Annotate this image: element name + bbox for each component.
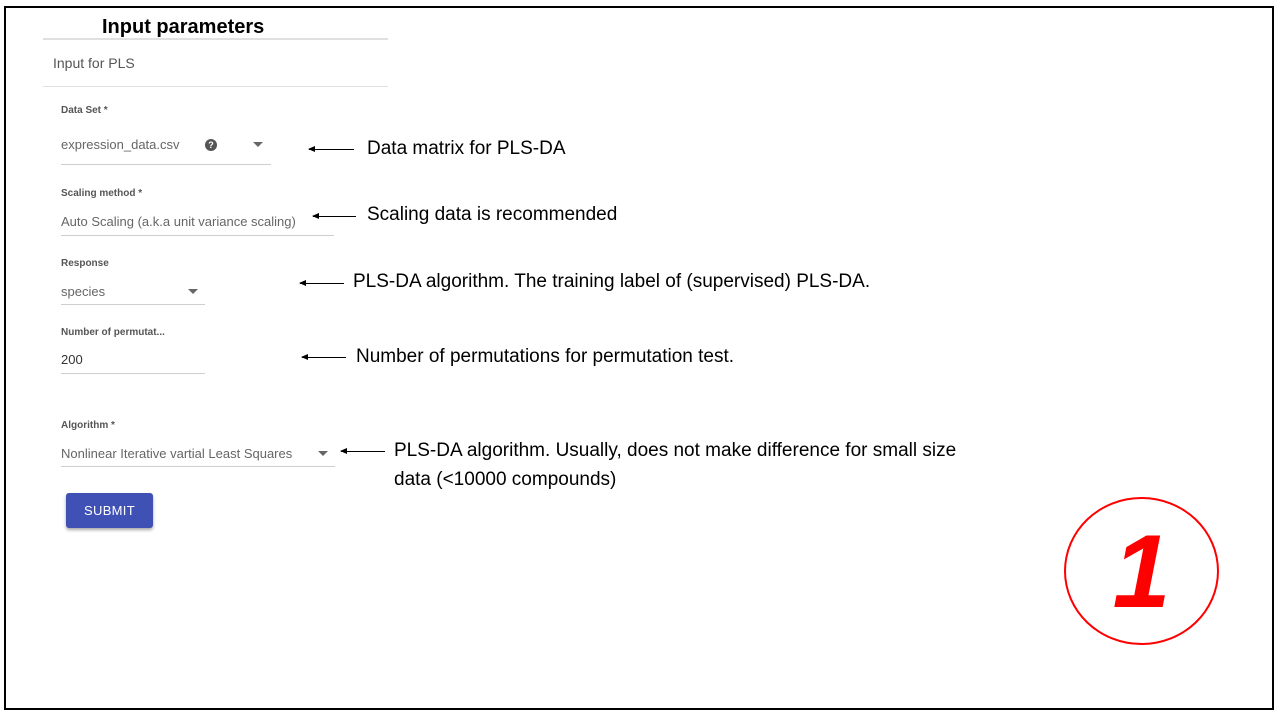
algorithm-label: Algorithm * (61, 420, 115, 431)
response-label: Response (61, 258, 109, 269)
submit-button[interactable]: SUBMIT (66, 493, 153, 528)
permutations-label: Number of permutat... (61, 327, 165, 338)
note-scaling: Scaling data is recommended (367, 204, 618, 225)
dataset-select[interactable] (61, 130, 271, 165)
arrow-permutations (302, 357, 346, 358)
response-value: species (61, 284, 106, 299)
note-algorithm-line2: data (<10000 compounds) (394, 469, 617, 490)
algorithm-select[interactable] (61, 440, 335, 467)
dataset-value: expression_data.csv (61, 137, 180, 152)
algorithm-underline (61, 466, 335, 467)
scaling-label: Scaling method * (61, 188, 143, 199)
scaling-select[interactable] (61, 208, 334, 236)
card-top-divider (43, 38, 388, 40)
arrow-algorithm (341, 451, 385, 452)
response-select[interactable] (61, 278, 205, 305)
scaling-underline (61, 235, 334, 236)
arrow-dataset (309, 149, 354, 150)
permutations-underline (61, 373, 205, 374)
note-algorithm-line1: PLS-DA algorithm. Usually, does not make difference for small size (394, 440, 957, 461)
step-number: 1 (1112, 514, 1171, 630)
dataset-underline (61, 164, 271, 165)
scaling-value: Auto Scaling (a.k.a unit variance scaling) (61, 214, 296, 229)
note-response: PLS-DA algorithm. The training label of (supervised) PLS-DA. (353, 271, 871, 292)
card-title-divider (43, 86, 388, 87)
arrow-scaling (313, 216, 356, 217)
caret-down-icon (188, 289, 198, 294)
dataset-label: Data Set * (61, 105, 108, 116)
permutations-input[interactable] (61, 346, 205, 374)
card-title: Input for PLS (53, 55, 135, 71)
caret-down-icon (253, 142, 263, 147)
caret-down-icon (318, 451, 328, 456)
algorithm-value: Nonlinear Iterative vartial Least Squares (61, 446, 293, 461)
note-dataset: Data matrix for PLS-DA (367, 138, 566, 159)
note-permutations: Number of permutations for permutation test. (356, 346, 735, 367)
help-circle-icon[interactable]: ? (205, 139, 217, 151)
page-heading: Input parameters (102, 16, 265, 38)
response-underline (61, 304, 205, 305)
arrow-response (300, 283, 344, 284)
permutations-value: 200 (61, 352, 83, 367)
